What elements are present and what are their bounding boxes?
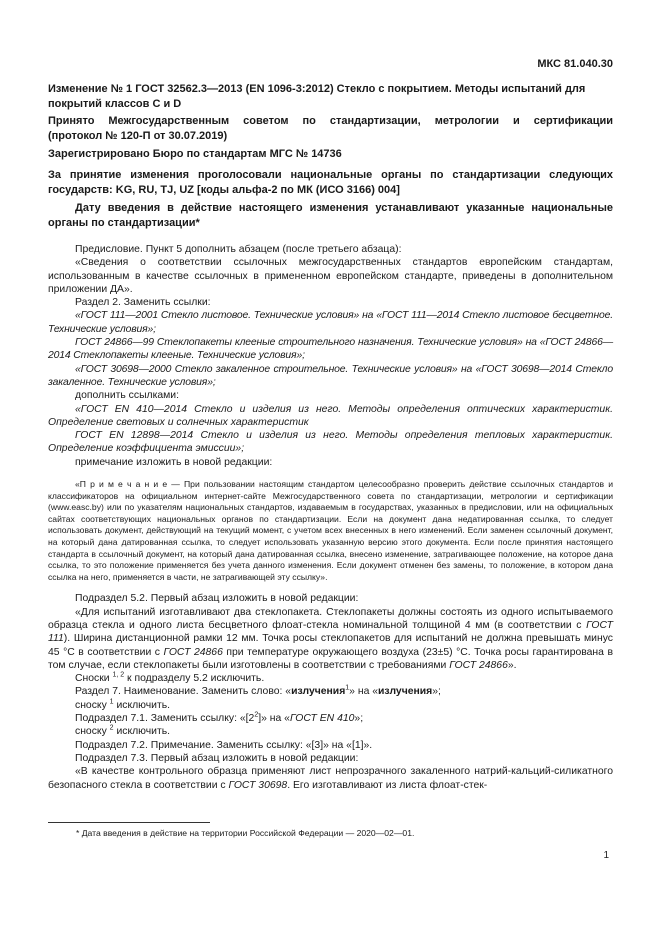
paragraph: «Сведения о соответствии ссылочных межгосударственных стандартов европейским стандартам, использованным в качестве ссылочных в примененном европейском стандарте, приведены в дополнительном приложении ДА». (48, 257, 613, 295)
voted-line-1: За принятие изменения проголосовали национальные органы по стандартизации следующих (48, 169, 613, 181)
title-line-1: Изменение № 1 ГОСТ 32562.3—2013 (EN 1096-3:2012) Стекло с покрытием. Методы испытаний для (48, 83, 586, 95)
title-line-2: покрытий классов C и D (48, 98, 182, 110)
paragraph: Подраздел 7.2. Примечание. Заменить ссылку: «[3]» на «[1]». (75, 739, 373, 751)
footnote-divider (48, 822, 210, 823)
adoption-line-1: Принято Межгосударственным советом по стандартизации, метрологии и сертификации (48, 115, 613, 127)
voting-info (48, 168, 613, 198)
footnote: * Дата введения в действие на территории Российской Федерации — 2020—02—01. (76, 828, 415, 838)
adoption-line-2: (протокол № 120-П от 30.07.2019) (48, 130, 228, 142)
paragraph: ГОСТ 24866—99 Стеклопакеты клееные строительного назначения. Технические условия» на «ГОСТ 24866—2014 Стеклопакеты клееные. Технические условия»; (48, 337, 613, 362)
registration-info (48, 147, 613, 162)
date-note-line-2: органы по стандартизации* (48, 217, 200, 229)
paragraph: Предисловие. Пункт 5 дополнить абзацем (после третьего абзаца): (75, 244, 402, 255)
paragraph: Подраздел 7.1. Заменить ссылку: «$[2^2]$» на «ГОСТ EN 410»; (75, 711, 364, 725)
paragraph: «Для испытаний изготавливают два стеклопакета. Стеклопакеты должны состоять из одного испытываемого образца стекла и одного листа бесцветного флоат-стекла номинальной толщиной 4 мм (в соответствии с ГОСТ 111). Ширина дистанционной рамки 12 мм. Точка росы стеклопакетов для испытаний не должна превышать минус 45 °С в соответствии с ГОСТ 24866 при температуре окружающего воздуха (23±5) °С. Точка росы гарантирована в том случае, если стеклопакеты были изготовлены в соответствии с требованиями ГОСТ 24866». (48, 606, 613, 671)
paragraph: сноску $^2$ исключить. (75, 724, 171, 738)
paragraph: Раздел 7. Наименование. Заменить слово: «излучения$^1$» на «излучения»; (75, 685, 441, 698)
paragraph: «ГОСТ EN 410—2014 Стекло и изделия из него. Методы определения оптических характеристик. Определение световых и солнечных характеристик (48, 403, 613, 428)
paragraph: Подраздел 5.2. Первый абзац изложить в новой редакции: (75, 593, 359, 605)
voted-line-2: государств: KG, RU, TJ, UZ [коды альфа-2 по МК (ИСО 3166) 004] (48, 184, 400, 196)
paragraph: «ГОСТ 111—2001 Стекло листовое. Технические условия» на «ГОСТ 111—2014 Стекло листовое бесцветное. Технические условия»; (48, 310, 613, 335)
page-number: 1 (603, 850, 609, 861)
paragraph: сноску $^1$ исключить. (75, 698, 171, 711)
registered-line: Зарегистрировано Бюро по стандартам МГС № 14736 (48, 148, 342, 160)
amendment-body (48, 243, 613, 792)
paragraph: ГОСТ EN 12898—2014 Стекло и изделия из него. Методы определения тепловых характеристик. Определение коэффициента эмиссии»; (48, 430, 613, 455)
mks-code: МКС 81.040.30 (537, 58, 613, 70)
date-note-line-1: Дату введения в действие настоящего изменения устанавливают указанные национальные (75, 202, 613, 214)
adoption-info (48, 114, 613, 144)
paragraph: Подраздел 7.3. Первый абзац изложить в новой редакции: (75, 752, 359, 764)
paragraph: Раздел 2. Заменить ссылки: (75, 297, 211, 309)
paragraph: дополнить ссылками: (75, 390, 179, 402)
paragraph: Сноски $^{1, 2}$ к подразделу 5.2 исключить. (75, 671, 265, 685)
paragraph: «В качестве контрольного образца применяют лист непрозрачного закаленного натрий-кальций-силикатного безопасного стекла в соответствии с ГОСТ 30698. Его изготавливают из листа флоат-стек- (48, 766, 613, 791)
paragraph: «ГОСТ 30698—2000 Стекло закаленное строительное. Технические условия» на «ГОСТ 30698—2014 Стекло закаленное. Технические условия»; (48, 363, 613, 388)
amendment-title (48, 82, 613, 112)
effective-date-note (48, 201, 613, 231)
note-text: «П р и м е ч а н и е — При пользовании настоящим стандартом целесообразно проверить действие ссылочных стандартов и классификаторов на официальном интернет-сайте Межгосударственного совета по стандартизации, метрологии и сертификации (www.easc.by) или по указателям национальных стандартов, издаваемым в государствах, указанных в предисловии, или на официальных сайтах соответствующих национальных органов по стандартизации. Если на документ дана недатированная ссылка, то следует использовать документ, действующий на текущий момент, с учетом всех внесенных в него изменений. Если заменен ссылочный документ, на который дана датированная ссылка, то следует использовать указанную версию этого документа. Если после принятия настоящего стандарта в ссылочный документ, на который дана датированная ссылка, внесено изменение, затрагивающее положение, на которое дана ссылка, то это положение применяется без учета данного изменения. Если документ отменен без замены, то положение, в котором дана ссылка на него, применяется в части, не затрагивающей эту ссылку». (48, 479, 613, 582)
paragraph: примечание изложить в новой редакции: (75, 456, 273, 468)
